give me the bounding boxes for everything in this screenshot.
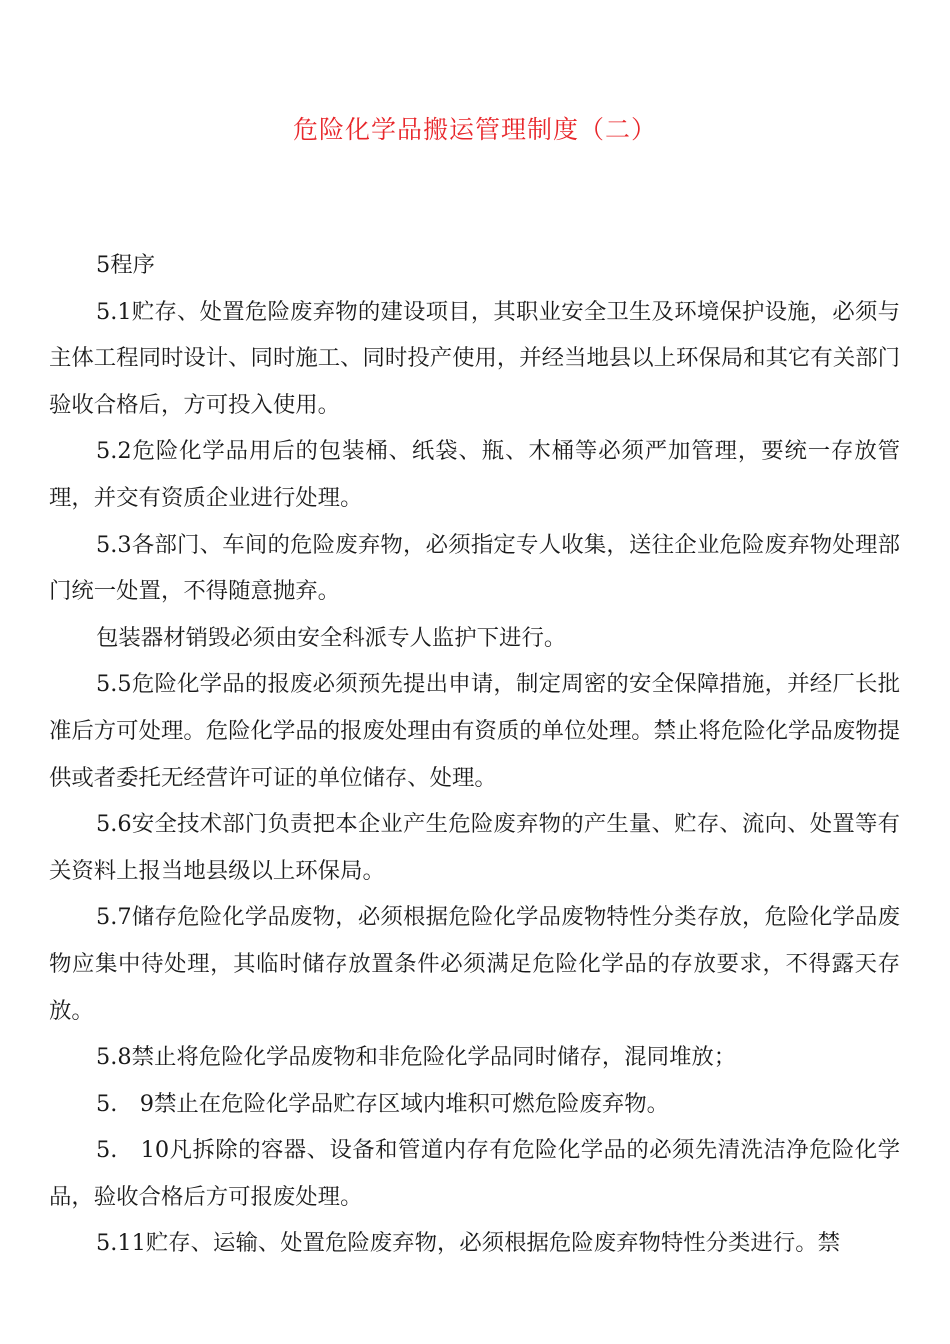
- paragraph-5-9: 5. 9禁止在危险化学品贮存区域内堆积可燃危险废弃物。: [96, 1090, 670, 1117]
- paragraph-heading-5: 5程序: [96, 252, 156, 278]
- paragraph-5-6: 5.6安全技术部门负责把本企业产生危险废弃物的产生量、贮存、流向、处置等有关资料上报当地县级以上环保局。: [49, 811, 900, 884]
- document-body: [49, 242, 900, 1267]
- paragraph-5-10: 5. 10凡拆除的容器、设备和管道内存有危险化学品的必须先清洗洁净危险化学品，验收合格后方可报废处理。: [49, 1137, 900, 1210]
- paragraph-5-3: 5.3各部门、车间的危险废弃物，必须指定专人收集，送往企业危险废弃物处理部门统一处置，不得随意抛弃。: [49, 531, 900, 605]
- paragraph-5-2: 5.2危险化学品用后的包装桶、纸袋、瓶、木桶等必须严加管理，要统一存放管理，并交有资质企业进行处理。: [49, 438, 900, 511]
- paragraph-5-8: 5.8禁止将危险化学品废物和非危险化学品同时储存，混同堆放；: [96, 1044, 737, 1071]
- paragraph-5-1: 5.1贮存、处置危险废弃物的建设项目，其职业安全卫生及环境保护设施，必须与主体工程同时设计、同时施工、同时投产使用，并经当地县以上环保局和其它有关部门验收合格后，方可投入使用。: [49, 298, 900, 418]
- paragraph-5-5: 5.5危险化学品的报废必须预先提出申请，制定周密的安全保障措施，并经厂长批准后方可处理。危险化学品的报废处理由有资质的单位处理。禁止将危险化学品废物提供或者委托无经营许可证的单位储存、处理。: [49, 671, 900, 791]
- paragraph-5-7: 5.7储存危险化学品废物，必须根据危险化学品废物特性分类存放，危险化学品废物应集中待处理，其临时储存放置条件必须满足危险化学品的存放要求，不得露天存放。: [49, 904, 900, 1024]
- document-title: 危险化学品搬运管理制度（二）: [292, 115, 657, 144]
- paragraph-5-11: 5.11贮存、运输、处置危险废弃物，必须根据危险废弃物特性分类进行。禁: [96, 1230, 840, 1257]
- paragraph-packaging: 包装器材销毁必须由安全科派专人监护下进行。: [96, 624, 567, 651]
